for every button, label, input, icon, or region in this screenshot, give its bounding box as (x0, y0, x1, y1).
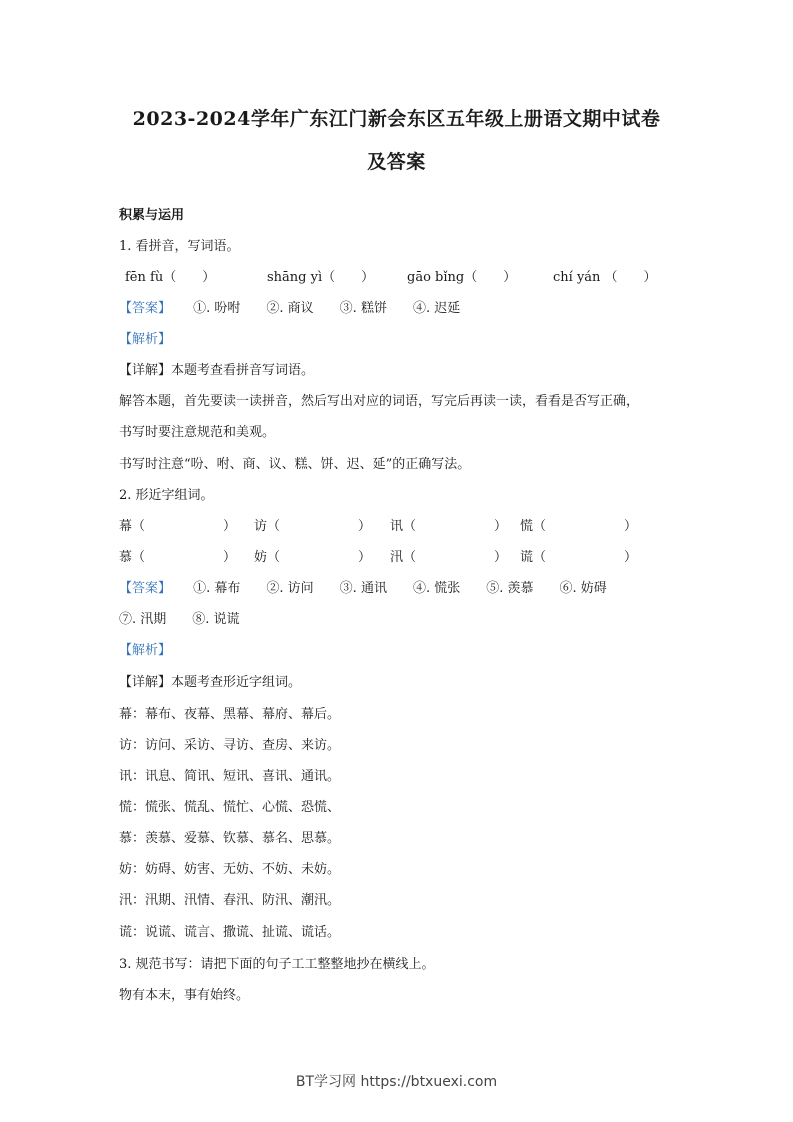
q1-stem: 1. 看拼音，写词语。 (119, 239, 240, 254)
footer-watermark: BT学习网 https://btxuexi.com (295, 1074, 498, 1090)
q2-item: 慕：羡慕、爱慕、钦慕、慕名、思慕。 (119, 831, 341, 846)
section-heading: 积累与运用 (119, 208, 185, 223)
q2-stem: 2. 形近字组词。 (119, 488, 214, 503)
answer-tag: 【答案】 (119, 581, 172, 596)
q2-row1-3: 讯（ ） (390, 519, 508, 534)
q1-analysis-tag: 【解析】 (119, 332, 172, 347)
q2-answer-text: ①. 幕布 ②. 访问 ③. 通讯 ④. 慌张 ⑤. 羡慕 ⑥. 妨碍 (193, 581, 607, 596)
q1-answer (119, 300, 460, 318)
q2-analysis-tag: 【解析】 (119, 643, 172, 658)
q2-row1-4: 慌（ ） (520, 519, 638, 534)
q2-row2-1: 慕（ ） (119, 550, 237, 565)
q2-row1 (119, 518, 679, 536)
q2-item: 讯：讯息、简讯、短讯、喜讯、通讯。 (119, 769, 341, 784)
q1-detail: 【详解】本题考查看拼音写词语。 (119, 363, 315, 378)
q1-pinyin-3: gāo bǐng（ ） (407, 270, 517, 285)
answer-tag: 【答案】 (119, 301, 172, 316)
q2-item: 妨：妨碍、妨害、无妨、不妨、未妨。 (119, 862, 341, 877)
q1-pinyin-4: chí yán （ ） (553, 270, 657, 285)
q2-answer (119, 580, 607, 598)
q2-item: 幕：幕布、夜幕、黑幕、幕府、幕后。 (119, 707, 341, 722)
page-title-line2: 及答案 (367, 151, 426, 173)
q1-answer-text: ①. 吩咐 ②. 商议 ③. 糕饼 ④. 迟延 (193, 301, 461, 316)
q2-row2-3: 汛（ ） (390, 550, 508, 565)
q2-item: 访：访问、采访、寻访、查房、来访。 (119, 738, 341, 753)
q2-answer-text-2: ⑦. 汛期 ⑧. 说谎 (119, 612, 240, 627)
q3-stem: 3. 规范书写：请把下面的句子工工整整地抄在横线上。 (119, 957, 435, 972)
q2-row2-2: 妨（ ） (254, 550, 372, 565)
q2-row1-2: 访（ ） (254, 519, 372, 534)
q2-row1-1: 幕（ ） (119, 519, 237, 534)
q2-detail: 【详解】本题考查形近字组词。 (119, 675, 302, 690)
q1-para2: 书写时要注意规范和美观。 (119, 425, 276, 440)
q1-pinyin-row (125, 269, 685, 287)
q2-row2 (119, 549, 679, 567)
q2-item: 汛：汛期、汛情、春汛、防汛、潮汛。 (119, 893, 341, 908)
q1-pinyin-1: fēn fù（ ） (125, 270, 216, 285)
q1-pinyin-2: shāng yì（ ） (267, 270, 375, 285)
q3-sentence: 物有本末，事有始终。 (119, 988, 250, 1003)
page-title-line1: 2023-2024学年广东江门新会东区五年级上册语文期中试卷 (132, 108, 661, 130)
q1-para3: 书写时注意“吩、咐、商、议、糕、饼、迟、延”的正确写法。 (119, 457, 471, 472)
q2-row2-4: 谎（ ） (520, 550, 638, 565)
q2-item: 慌：慌张、慌乱、慌忙、心慌、恐慌、 (119, 800, 341, 815)
q2-item: 谎：说谎、谎言、撒谎、扯谎、谎话。 (119, 925, 341, 940)
q1-para1: 解答本题，首先要读一读拼音，然后写出对应的词语，写完后再读一读，看看是否写正确， (119, 394, 640, 409)
